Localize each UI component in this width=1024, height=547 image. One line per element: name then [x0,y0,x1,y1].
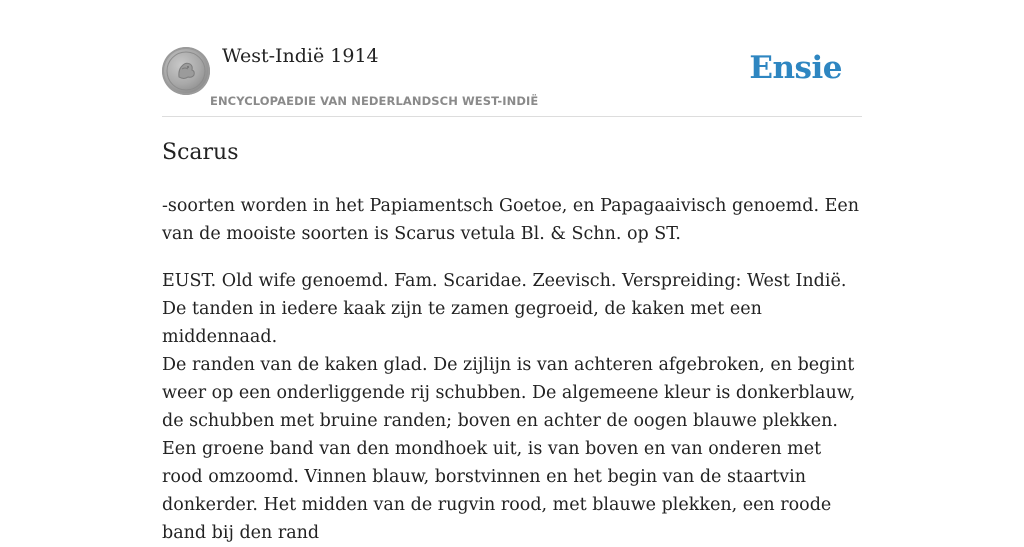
coin-lion-icon[interactable] [162,47,210,95]
entry-paragraph: De randen van de kaken glad. De zijlijn is van achteren afgebroken, en begint weer op een onderliggende rij schubben. De algemeene kleur is donkerblauw, de schubben met bruine randen; boven en achter de oogen blauwe plekken. Een groene band van den mondhoek uit, is van boven en van onderen met rood omzoomd. Vinnen blauw, borstvinnen en het begin van de staartvin donkerder. Het midden van de rugvin rood, met blauwe plekken, een roode band bij den rand [162,355,856,543]
book-title[interactable]: West-Indië 1914 [222,45,379,67]
site-header [162,0,862,117]
content-column [162,0,862,543]
entry-paragraph: EUST. Old wife genoemd. Fam. Scaridae. Zeevisch. Verspreiding: West Indië. De tanden in iedere kaak zijn te zamen gegroeid, de kaken met een middennaad. [162,271,847,347]
coin-emblem [162,47,210,95]
entry-paragraph: -soorten worden in het Papiamentsch Goetoe, en Papagaaivisch genoemd. Een van de mooiste soorten is Scarus vetula Bl. & Schn. op ST. [162,196,859,244]
entry-title: Scarus [162,140,239,165]
book-subtitle: ENCYCLOPAEDIE VAN NEDERLANDSCH WEST-INDIË [210,94,539,108]
ensie-logo-link[interactable]: Ensie [749,50,842,86]
